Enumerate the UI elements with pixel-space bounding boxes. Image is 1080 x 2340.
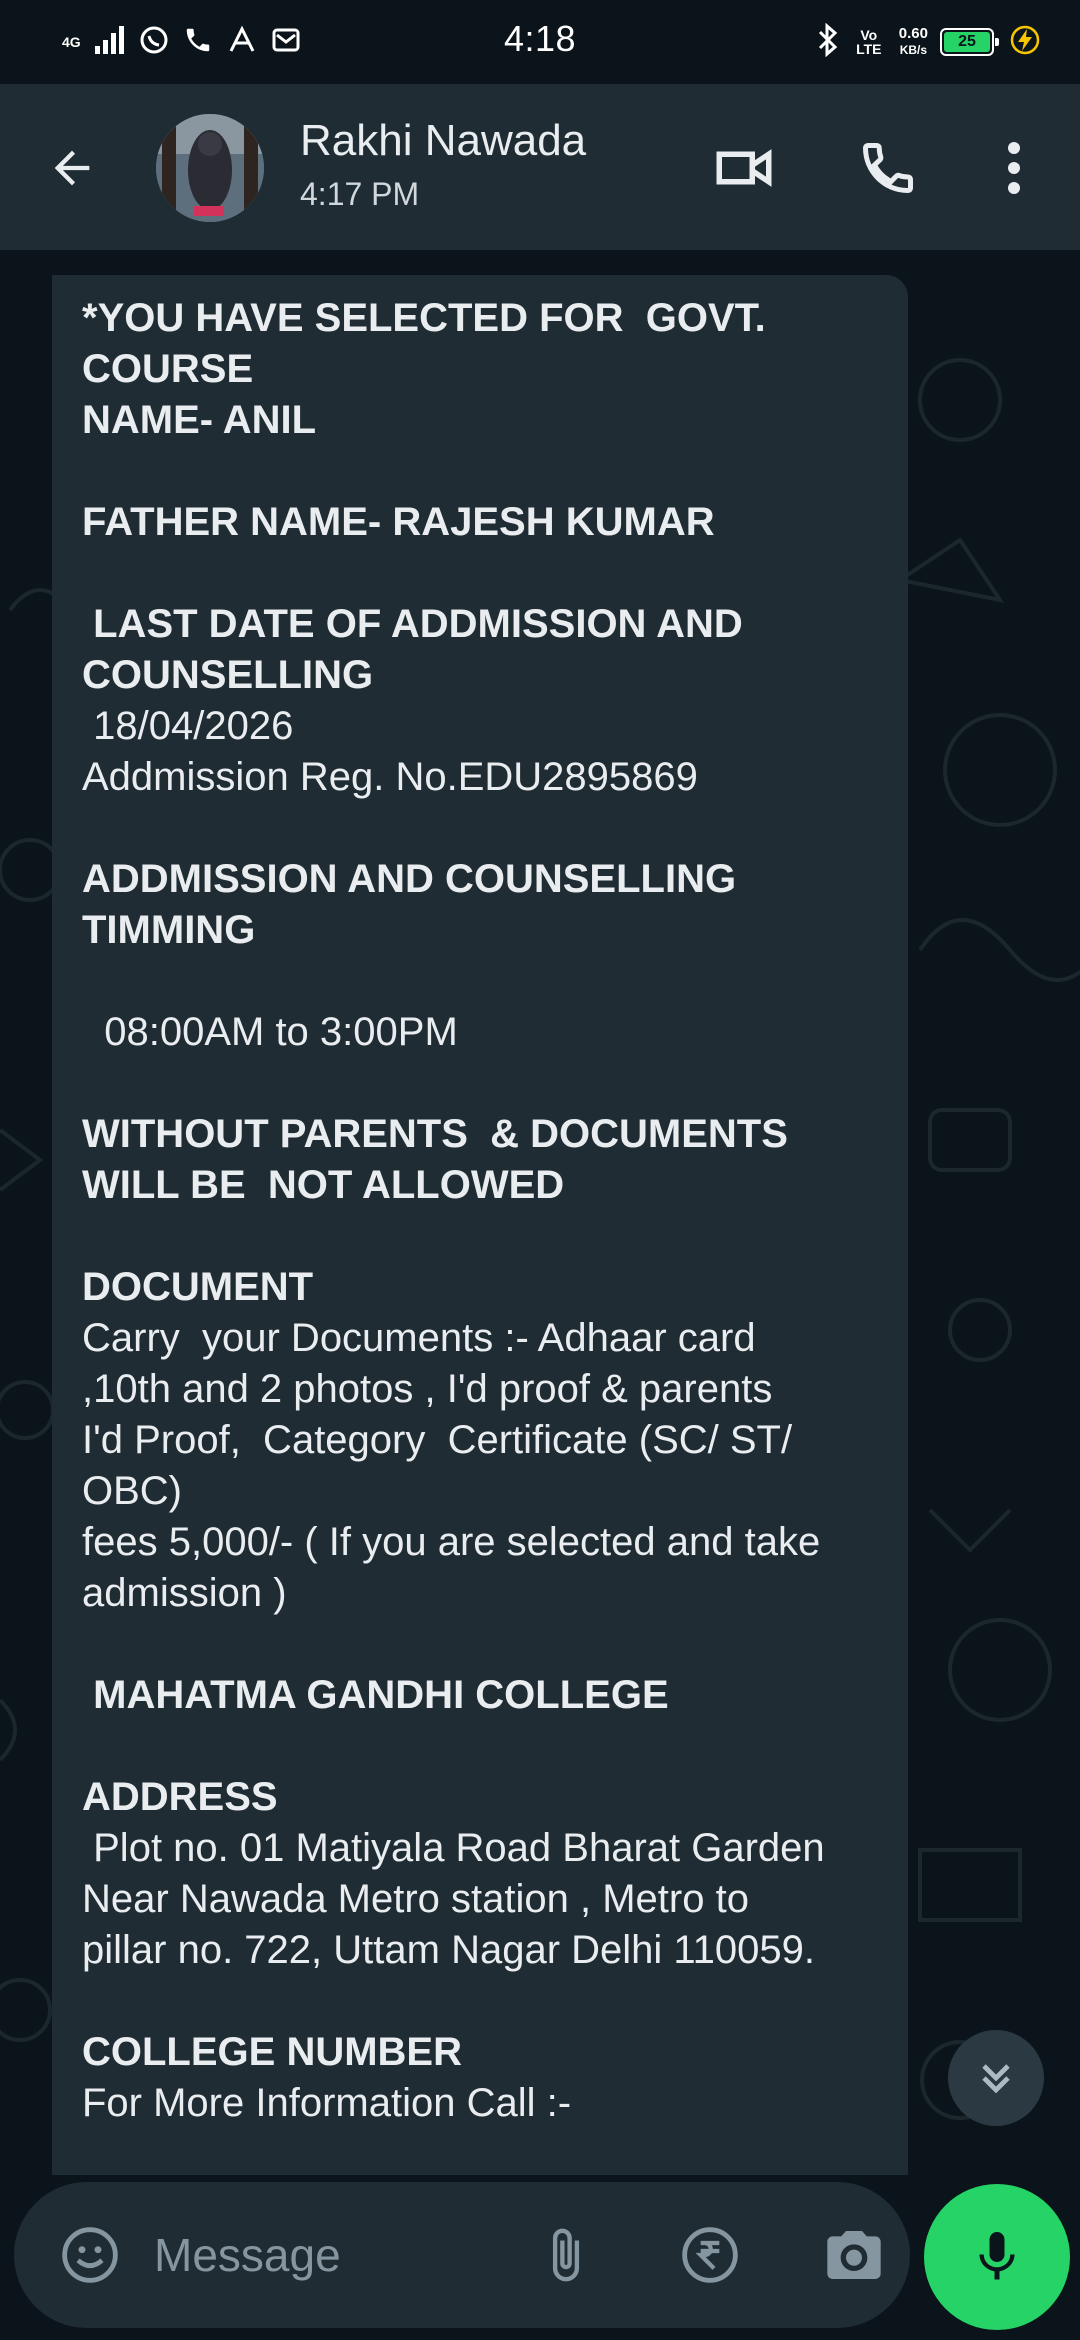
video-call-icon — [711, 135, 777, 201]
message-line: TIMMING — [82, 908, 256, 952]
blank-line — [82, 1721, 882, 1772]
blank-line — [82, 1619, 882, 1670]
message-line: NAME- ANIL — [82, 398, 317, 442]
battery-icon — [940, 28, 994, 56]
camera-button[interactable] — [814, 2215, 894, 2295]
camera-icon — [822, 2223, 886, 2287]
message-line: fees 5,000/- ( If you are selected and take — [82, 1520, 821, 1564]
contact-name[interactable]: Rakhi Nawada — [300, 116, 587, 165]
bluetooth-icon — [817, 23, 839, 62]
back-arrow-icon — [46, 142, 98, 194]
scroll-to-bottom-button[interactable] — [948, 2030, 1044, 2126]
mic-icon — [967, 2227, 1027, 2287]
attach-button[interactable] — [526, 2215, 606, 2295]
voice-call-button[interactable] — [848, 128, 928, 208]
message-bubble[interactable] — [52, 275, 908, 2175]
network-speed — [899, 26, 928, 58]
blank-line — [82, 956, 882, 1007]
blank-line — [82, 803, 882, 854]
message-line: COLLEGE NUMBER — [82, 2030, 462, 2074]
emoji-icon — [58, 2223, 122, 2287]
battery-level: 25 — [958, 33, 976, 50]
message-line: *YOU HAVE SELECTED FOR GOVT. — [82, 296, 766, 340]
more-vert-icon — [1004, 140, 1024, 196]
message-line: ,10th and 2 photos , I'd proof & parents — [82, 1367, 773, 1411]
message-line: I'd Proof, Category Certificate (SC/ ST/ — [82, 1418, 793, 1462]
message-line: 08:00AM to 3:00PM — [82, 1010, 458, 1054]
blank-line — [82, 446, 882, 497]
message-line: WILL BE NOT ALLOWED — [82, 1163, 565, 1207]
network-type: 4G — [62, 34, 81, 50]
speed-unit: KB/s — [899, 43, 928, 57]
more-options-button[interactable] — [974, 128, 1054, 208]
message-text — [82, 293, 882, 2129]
message-line: OBC) — [82, 1469, 182, 1513]
back-button[interactable] — [36, 128, 108, 208]
voice-message-button[interactable] — [924, 2184, 1070, 2330]
message-line: FATHER NAME- RAJESH KUMAR — [82, 500, 715, 544]
volte-label: Vo LTE — [856, 27, 882, 57]
speed-value: 0.60 — [898, 25, 928, 42]
video-call-button[interactable] — [704, 128, 784, 208]
message-line: 18/04/2026 — [82, 704, 294, 748]
message-line: Near Nawada Metro station , Metro to — [82, 1877, 749, 1921]
message-line: DOCUMENT — [82, 1265, 314, 1309]
message-line: Carry your Documents :- Adhaar card — [82, 1316, 756, 1360]
blank-line — [82, 1058, 882, 1109]
phone-icon — [858, 138, 918, 198]
contact-avatar[interactable] — [156, 114, 264, 222]
message-line: ADDMISSION AND COUNSELLING — [82, 857, 737, 901]
blank-line — [82, 1211, 882, 1262]
charging-bolt-icon — [1010, 25, 1040, 60]
message-line: For More Information Call :- — [82, 2081, 572, 2125]
double-chevron-down-icon — [972, 2054, 1020, 2102]
status-bar — [0, 0, 1080, 84]
message-line: COURSE — [82, 347, 254, 391]
message-line: pillar no. 722, Uttam Nagar Delhi 110059. — [82, 1928, 816, 1972]
message-line: Addmission Reg. No.EDU2895869 — [82, 755, 698, 799]
message-line: admission ) — [82, 1571, 287, 1615]
status-time: 4:18 — [503, 18, 577, 59]
emoji-button[interactable] — [50, 2215, 130, 2295]
blank-line — [82, 1976, 882, 2027]
status-right-icons — [817, 20, 1040, 64]
message-line: LAST DATE OF ADDMISSION AND — [82, 602, 743, 646]
rupee-payment-icon — [678, 2223, 742, 2287]
message-composer — [14, 2182, 910, 2328]
blank-line — [82, 548, 882, 599]
message-line: WITHOUT PARENTS & DOCUMENTS — [82, 1112, 788, 1156]
payment-button[interactable] — [670, 2215, 750, 2295]
message-input[interactable] — [154, 2220, 484, 2290]
last-seen-status: 4:17 PM — [300, 176, 420, 212]
message-line: Plot no. 01 Matiyala Road Bharat Garden — [82, 1826, 825, 1870]
attach-icon — [537, 2223, 595, 2287]
message-line: ADDRESS — [82, 1775, 278, 1819]
chat-header — [0, 84, 1080, 250]
message-line: MAHATMA GANDHI COLLEGE — [82, 1673, 669, 1717]
message-line: COUNSELLING — [82, 653, 374, 697]
